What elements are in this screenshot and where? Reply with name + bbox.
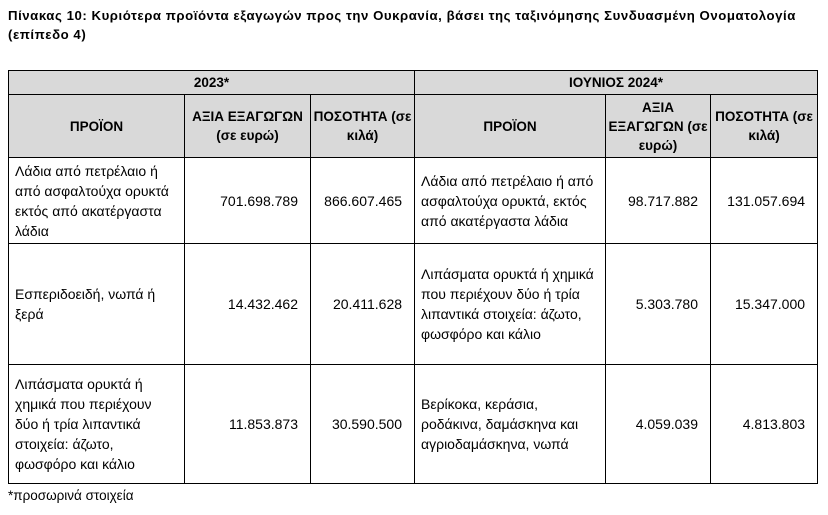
product-cell: Βερίκοκα, κεράσια, ροδάκινα, δαμάσκηνα και αγριοδαμάσκηνα, νωπά (415, 365, 606, 484)
quantity-cell: 30.590.500 (311, 365, 415, 484)
table-row (9, 158, 818, 244)
value-cell: 98.717.882 (606, 158, 711, 244)
quantity-cell: 4.813.803 (711, 365, 818, 484)
table-caption: Πίνακας 10: Κυριότερα προϊόντα εξαγωγών προς την Ουκρανία, βάσει της ταξινόμησης Συνδυασμένη Ονοματολογία (επίπεδο 4) (8, 8, 796, 42)
table-row (9, 244, 818, 365)
column-header-product: ΠΡΟΪΟΝ (9, 95, 185, 158)
product-cell: Λιπάσματα ορυκτά ή χημικά που περιέχουν δύο ή τρία λιπαντικά στοιχεία: άζωτο, φωσφόρο και κάλιο (415, 244, 606, 365)
column-header-quantity: ΠΟΣΟΤΗΤΑ (σε κιλά) (311, 95, 415, 158)
value-cell: 11.853.873 (185, 365, 311, 484)
product-cell: Λάδια από πετρέλαιο ή από ασφαλτούχα ορυκτά, εκτός από ακατέργαστα λάδια (415, 158, 606, 244)
value-cell: 14.432.462 (185, 244, 311, 365)
product-cell: Εσπεριδοειδή, νωπά ή ξερά (9, 244, 185, 365)
column-header-value: ΑΞΙΑ ΕΞΑΓΩΓΩΝ (σε ευρώ) (606, 95, 711, 158)
table-row (9, 365, 818, 484)
period-header-2023: 2023* (9, 71, 415, 95)
quantity-cell: 20.411.628 (311, 244, 415, 365)
exports-table (8, 70, 818, 484)
value-cell: 5.303.780 (606, 244, 711, 365)
column-header-product: ΠΡΟΪΟΝ (415, 95, 606, 158)
footnote: *προσωρινά στοιχεία (8, 488, 134, 503)
product-cell: Λάδια από πετρέλαιο ή από ασφαλτούχα ορυκτά εκτός από ακατέργαστα λάδια (9, 158, 185, 244)
product-cell: Λιπάσματα ορυκτά ή χημικά που περιέχουν δύο ή τρία λιπαντικά στοιχεία: άζωτο, φωσφόρο και κάλιο (9, 365, 185, 484)
value-cell: 4.059.039 (606, 365, 711, 484)
period-header-june-2024: ΙΟΥΝΙΟΣ 2024* (415, 71, 818, 95)
column-header-value: ΑΞΙΑ ΕΞΑΓΩΓΩΝ (σε ευρώ) (185, 95, 311, 158)
quantity-cell: 131.057.694 (711, 158, 818, 244)
quantity-cell: 15.347.000 (711, 244, 818, 365)
column-header-quantity: ΠΟΣΟΤΗΤΑ (σε κιλά) (711, 95, 818, 158)
value-cell: 701.698.789 (185, 158, 311, 244)
quantity-cell: 866.607.465 (311, 158, 415, 244)
